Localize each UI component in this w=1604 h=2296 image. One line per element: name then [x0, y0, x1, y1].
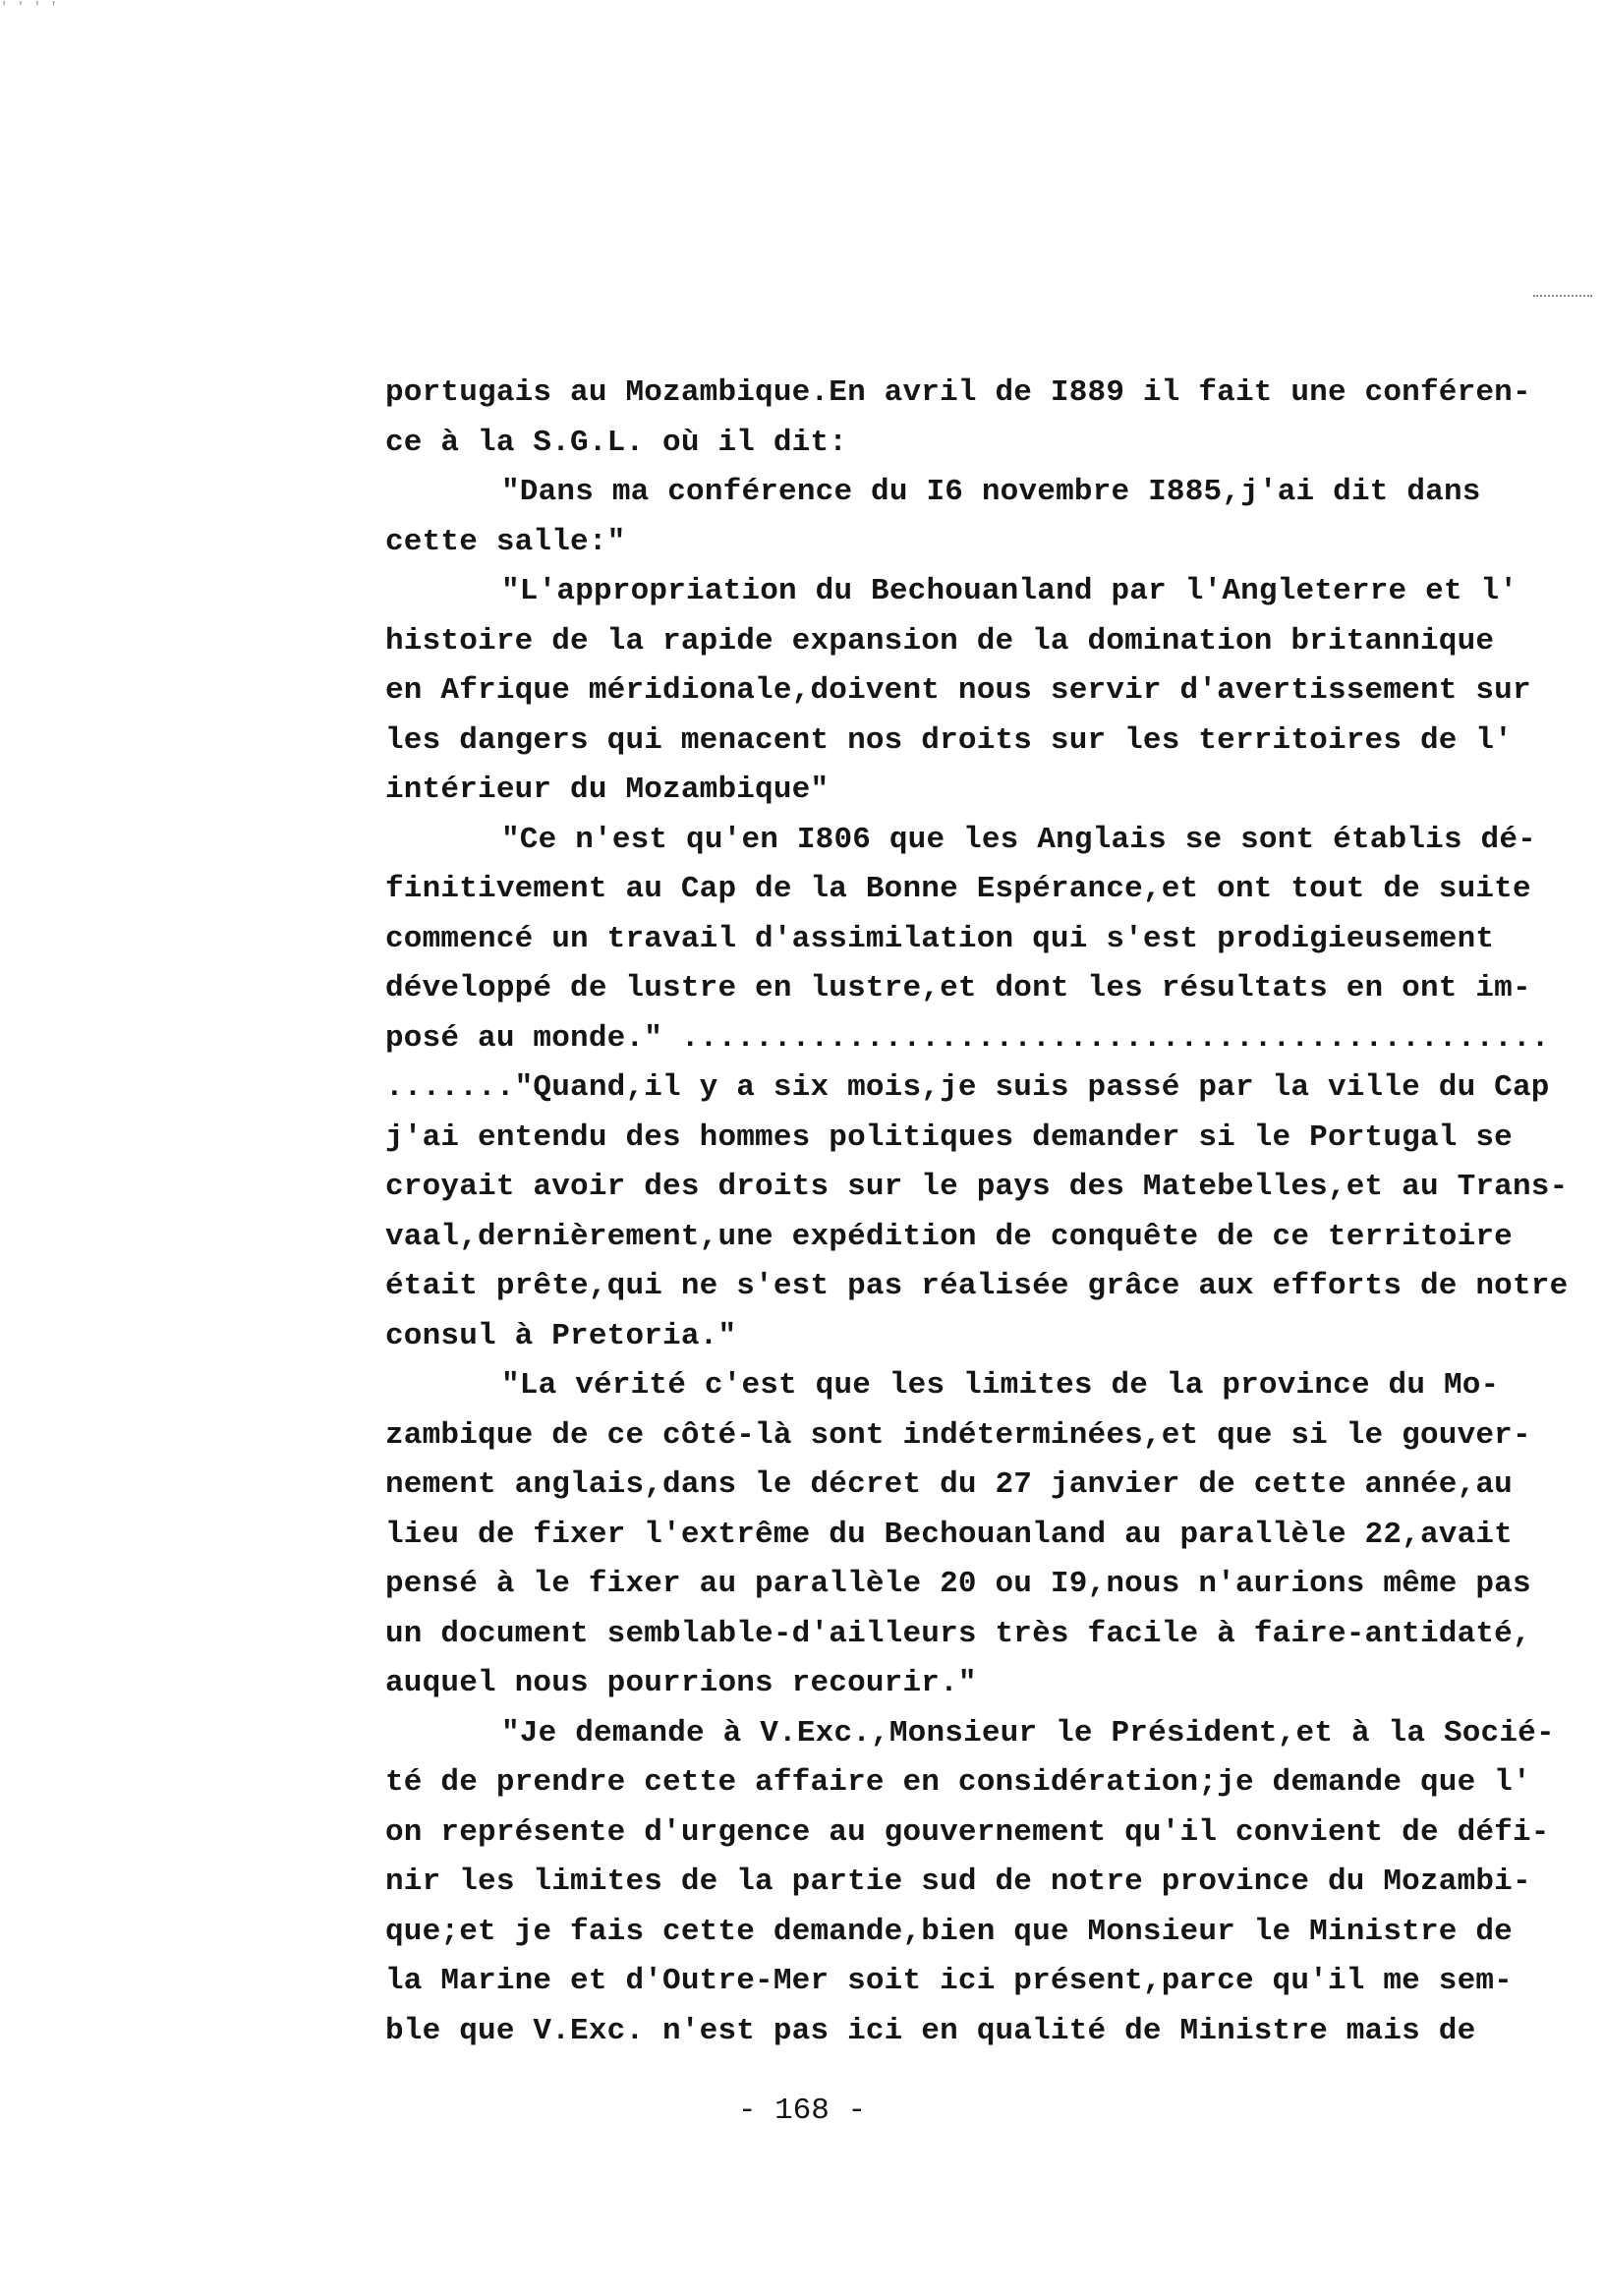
text-line: intérieur du Mozambique"	[385, 773, 830, 807]
text-line: finitivement au Cap de la Bonne Espérance,et ont tout de suite	[385, 872, 1531, 906]
text-line: était prête,qui ne s'est pas réalisée grâce aux efforts de notre	[385, 1269, 1569, 1303]
text-line: on représente d'urgence au gouvernement qu'il convient de défi-	[385, 1814, 1550, 1850]
text-line: nement anglais,dans le décret du 27 janvier de cette année,au	[385, 1467, 1513, 1502]
text-line: ble que V.Exc. n'est pas ici en qualité de Ministre mais de	[385, 2013, 1476, 2048]
margin-mark	[1533, 295, 1592, 297]
page-number: - 168 -	[737, 2094, 867, 2128]
text-line: commencé un travail d'assimilation qui s'est prodigieusement	[385, 921, 1495, 956]
text-line: lieu de fixer l'extrême du Bechouanland au parallèle 22,avait	[385, 1517, 1513, 1552]
text-line: un document semblable-d'ailleurs très facile à faire-antidaté,	[385, 1616, 1531, 1651]
text-line: croyait avoir des droits sur le pays des Matebelles,et au Trans-	[385, 1170, 1569, 1204]
text-line: "La vérité c'est que les limites de la province du Mo-	[501, 1368, 1500, 1403]
text-line: développé de lustre en lustre,et dont les résultats en ont im-	[385, 971, 1531, 1005]
text-line: "Je demande à V.Exc.,Monsieur le Président,et à la Socié-	[501, 1715, 1555, 1751]
text-line: cette salle:"	[385, 524, 626, 559]
corner-mark: ' ' ' '	[0, 0, 58, 16]
text-line: la Marine et d'Outre-Mer soit ici présent,parce qu'il me sem-	[385, 1964, 1513, 1998]
text-line: les dangers qui menacent nos droits sur les territoires de l'	[385, 722, 1513, 758]
text-line: ......."Quand,il y a six mois,je suis passé par la ville du Cap	[385, 1070, 1550, 1105]
text-line: consul à Pretoria."	[385, 1318, 737, 1353]
text-line: histoire de la rapide expansion de la domination britannique	[385, 623, 1495, 659]
text-line: nir les limites de la partie sud de notre province du Mozambi-	[385, 1865, 1531, 1899]
text-line: posé au monde." ...............................................	[385, 1020, 1550, 1056]
text-line: ce à la S.G.L. où il dit:	[385, 425, 848, 460]
text-line: j'ai entendu des hommes politiques demander si le Portugal se	[385, 1119, 1513, 1155]
text-line: pensé à le fixer au parallèle 20 ou I9,nous n'aurions même pas	[385, 1567, 1531, 1601]
text-line: "Ce n'est qu'en I806 que les Anglais se sont établis dé-	[501, 822, 1536, 857]
text-line: "Dans ma conférence du I6 novembre I885,j'ai dit dans	[501, 475, 1481, 509]
text-line: té de prendre cette affaire en considération;je demande que l'	[385, 1765, 1531, 1800]
text-line: auquel nous pourrions recourir."	[385, 1666, 977, 1700]
text-line: en Afrique méridionale,doivent nous servir d'avertissement sur	[385, 673, 1531, 708]
text-line: que;et je fais cette demande,bien que Monsieur le Ministre de	[385, 1914, 1513, 1949]
text-line: portugais au Mozambique.En avril de I889 il fait une conféren-	[385, 375, 1531, 410]
text-line: "L'appropriation du Bechouanland par l'Angleterre et l'	[501, 574, 1518, 608]
text-line: vaal,dernièrement,une expédition de conquête de ce territoire	[385, 1219, 1513, 1254]
body-text	[385, 369, 1569, 2056]
text-line: zambique de ce côté-là sont indéterminées,et que si le gouver-	[385, 1417, 1531, 1453]
